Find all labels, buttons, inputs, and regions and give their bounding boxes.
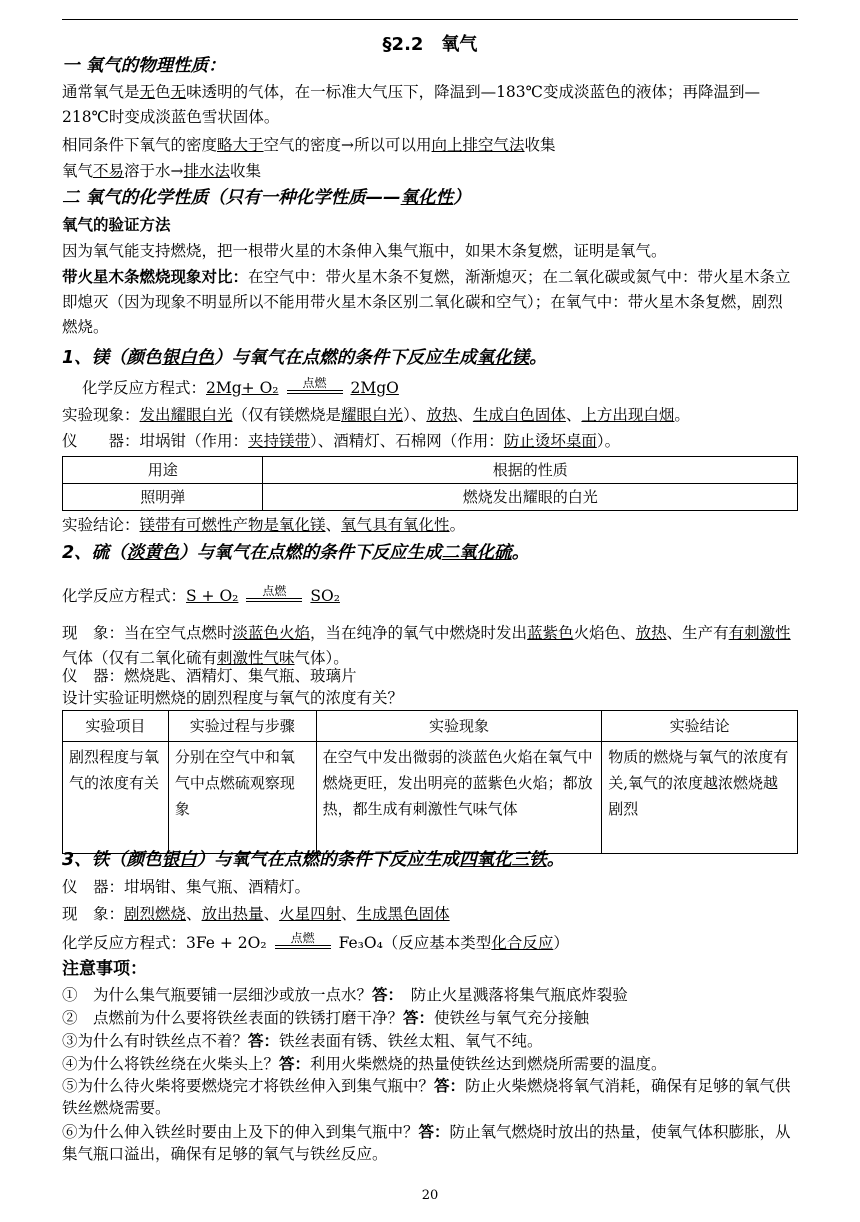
- table-cell: 在空气中发出微弱的淡蓝色火焰在氧气中燃烧更旺，发出明亮的蓝紫色火焰；都放热，都生成有刺激性气味气体: [316, 742, 602, 854]
- table-cell: 剧烈程度与氧气的浓度有关: [63, 742, 169, 854]
- sulfur-heading: 2、硫（淡黄色）与氧气在点燃的条件下反应生成二氧化硫。: [62, 543, 530, 563]
- note-item: ⑤为什么待火柴将要燃烧完才将铁丝伸入到集气瓶中？答：防止火柴燃烧将氧气消耗，确保有足够的氧气供铁丝燃烧需要。: [62, 1077, 791, 1117]
- table-header: 实验现象: [316, 711, 602, 742]
- physical-paragraph-1: 通常氧气是无色无味透明的气体，在一标准大气压下，降温到—183℃变成淡蓝色的液体；再降温到—218℃时变成淡蓝色雪状固体。: [62, 83, 760, 126]
- table-cell: 燃烧发出耀眼的白光: [263, 484, 798, 511]
- iron-phenomenon: 现 象：剧烈燃烧、放出热量、火星四射、生成黑色固体: [62, 905, 450, 923]
- table-header: 实验结论: [602, 711, 798, 742]
- table-header: 用途: [63, 457, 263, 484]
- table-cell: 物质的燃烧与氧气的浓度有关,氧气的浓度越浓燃烧越剧烈: [602, 742, 798, 854]
- sulfur-phenomenon: 现 象：当在空气点燃时淡蓝色火焰，当在纯净的氧气中燃烧时发出蓝紫色火焰色、放热、生产有有刺激性气体（仅有二氧化硫有刺激性气味气体）。: [62, 624, 791, 667]
- sulfur-table: [62, 710, 798, 854]
- table-header: 实验项目: [63, 711, 169, 742]
- notes-heading: 注意事项：: [62, 959, 147, 979]
- header-rule: [62, 19, 798, 20]
- table-cell: 分别在空气中和氧气中点燃硫观察现象: [168, 742, 316, 854]
- magnesium-phenomenon: 实验现象：发出耀眼白光（仅有镁燃烧是耀眼白光）、放热、生成白色固体、上方出现白烟。: [62, 406, 690, 424]
- magnesium-heading: 1、镁（颜色银白色）与氧气在点燃的条件下反应生成氧化镁。: [62, 348, 547, 368]
- note-item: ③为什么有时铁丝点不着？答：铁丝表面有锈、铁丝太粗、氧气不纯。: [62, 1032, 543, 1050]
- compare-paragraph: 带火星木条燃烧现象对比：在空气中：带火星木条不复燃，渐渐熄灭；在二氧化碳或氮气中：带火星木条立即熄灭（因为现象不明显所以不能用带火星木条区别二氧化碳和空气）；在氧气中：带火星木条复燃，剧烈燃烧。: [62, 268, 791, 336]
- iron-heading: 3、铁（颜色银白）与氧气在点燃的条件下反应生成四氧化三铁。: [62, 850, 565, 870]
- note-item: ④为什么将铁丝绕在火柴头上？答：利用火柴燃烧的热量使铁丝达到燃烧所需要的温度。: [62, 1055, 667, 1073]
- magnesium-instruments: 仪 器：坩埚钳（作用：夹持镁带）、酒精灯、石棉网（作用：防止烫坏桌面）。: [62, 432, 621, 450]
- note-item: ② 点燃前为什么要将铁丝表面的铁锈打磨干净？答：使铁丝与氧气充分接触: [62, 1009, 590, 1027]
- iron-instruments: 仪 器：坩埚钳、集气瓶、酒精灯。: [62, 878, 311, 896]
- note-item: ⑥为什么伸入铁丝时要由上及下的伸入到集气瓶中？答：防止氧气燃烧时放出的热量，使氧气体积膨胀，从集气瓶口溢出，确保有足够的氧气与铁丝反应。: [62, 1123, 791, 1163]
- table-header: 实验过程与步骤: [168, 711, 316, 742]
- iron-equation: 化学反应方程式：3Fe + 2O₂ 点燃 Fe₃O₄（反应基本类型化合反应）: [62, 931, 569, 952]
- section-chemical-heading: 二 氧气的化学性质（只有一种化学性质——氧化性）: [62, 188, 471, 208]
- note-item: ① 为什么集气瓶要铺一层细沙或放一点水？答： 防止火星溅落将集气瓶底炸裂验: [62, 986, 628, 1004]
- page-title: §2.2 氧气: [382, 34, 478, 55]
- table-cell: 照明弹: [63, 484, 263, 511]
- physical-paragraph-2: 相同条件下氧气的密度略大于空气的密度→所以可以用向上排空气法收集: [62, 136, 556, 154]
- magnesium-table: [62, 456, 798, 511]
- table-header: 根据的性质: [263, 457, 798, 484]
- physical-paragraph-3: 氧气不易溶于水→排水法收集: [62, 162, 262, 180]
- magnesium-conclusion: 实验结论：镁带有可燃性产物是氧化镁、氧气具有氧化性。: [62, 516, 466, 534]
- sulfur-equation: 化学反应方程式：S + O₂ 点燃 SO₂: [62, 584, 340, 605]
- verify-text: 因为氧气能支持燃烧，把一根带火星的木条伸入集气瓶中，如果木条复燃，证明是氧气。: [62, 242, 667, 260]
- section-physical-heading: 一 氧气的物理性质：: [62, 56, 226, 76]
- verify-title: 氧气的验证方法: [62, 216, 171, 234]
- page-number: 20: [421, 1188, 439, 1203]
- sulfur-instruments: 仪 器：燃烧匙、酒精灯、集气瓶、玻璃片: [62, 667, 357, 685]
- sulfur-design: 设计实验证明燃烧的剧烈程度与氧气的浓度有关？: [62, 689, 404, 707]
- magnesium-equation: 化学反应方程式：2Mg+ O₂ 点燃 2MgO: [82, 376, 399, 397]
